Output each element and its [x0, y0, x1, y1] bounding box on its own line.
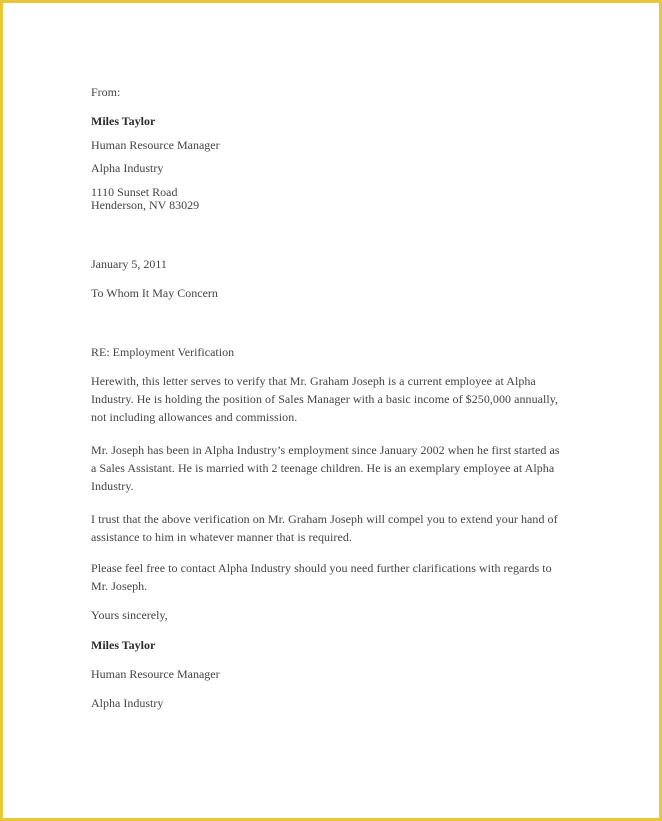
- body-paragraph-2: Mr. Joseph has been in Alpha Industry’s employment since January 2002 when he first started as a Sales Assistant. He is married with 2 teenage children. He is an exemplary employee at Alpha Industry.: [91, 443, 560, 493]
- address-line-2: Henderson, NV 83029: [91, 198, 200, 212]
- from-label: From:: [91, 85, 121, 99]
- body-paragraph-1: Herewith, this letter serves to verify that Mr. Graham Joseph is a current employee at Alpha Industry. He is holding the position of Sales Manager with a basic income of $250,000 annually, not including allowances and commission.: [91, 374, 559, 424]
- salutation: To Whom It May Concern: [91, 286, 218, 300]
- body-paragraph-3: I trust that the above verification on Mr. Graham Joseph will compel you to extend your hand of assistance to him in whatever manner that is required.: [91, 512, 558, 544]
- signature-name: Miles Taylor: [91, 638, 156, 652]
- closing: Yours sincerely,: [91, 608, 168, 622]
- sender-company: Alpha Industry: [91, 161, 164, 175]
- signature-company: Alpha Industry: [91, 696, 164, 710]
- address-line-1: 1110 Sunset Road: [91, 185, 178, 199]
- sender-title: Human Resource Manager: [91, 138, 220, 152]
- sender-name: Miles Taylor: [91, 114, 156, 128]
- subject-line: RE: Employment Verification: [91, 345, 235, 359]
- letter-date: January 5, 2011: [91, 257, 167, 271]
- signature-title: Human Resource Manager: [91, 667, 220, 681]
- body-paragraph-4: Please feel free to contact Alpha Industry should you need further clarifications with regards to Mr. Joseph.: [91, 561, 552, 593]
